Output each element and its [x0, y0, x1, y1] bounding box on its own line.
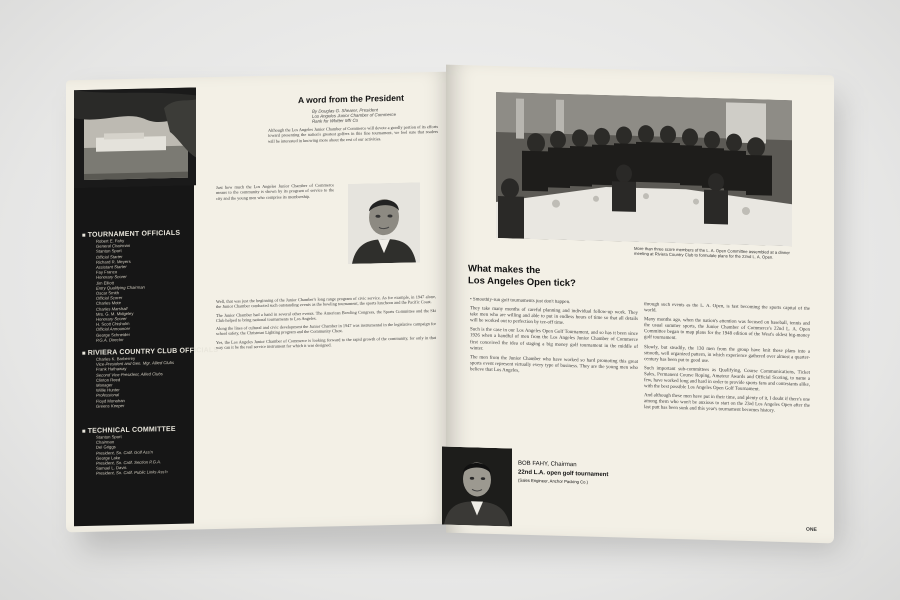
tournament-officials-section	[82, 230, 180, 343]
president-portrait	[348, 182, 420, 264]
officials-list	[82, 354, 218, 409]
section-title: ■ TECHNICAL COMMITTEE	[82, 426, 176, 435]
official-entry: Chairman	[96, 439, 115, 445]
article-paragraph: Just how much the Los Angeles Junior Chamber of Commerce means to the community is shown by its program of service to the city and the young men who comprise its membership.	[216, 182, 334, 201]
article-paragraph: Many months ago, when the nation's attention was focused on baseball, tennis and the usual summer sports, the Junior Chamber of Commerce's 22nd L. A. Open Committee began to map plans for the 1948 edition of the West's oldest big-money golf tournament.	[644, 317, 810, 342]
official-entry: Mrs. G. M. Midgeley	[96, 310, 134, 317]
byline-line: Rank for Whitter Mfr Co	[312, 118, 359, 125]
official-entry: Willie Hunter	[96, 387, 120, 393]
official-entry: President, So. Calif. Public Links Ass'n	[96, 469, 168, 477]
article-paragraph: The men from the Junior Chamber who have worked so hard promoting this great sports event represent virtually every type of business. They are the young men who believe that Los Angeles,	[470, 355, 638, 374]
bob-title: 22nd L.A. open golf tournament	[518, 469, 609, 479]
official-entry: Richard R. Meyers	[96, 258, 131, 265]
clubhouse-photo	[74, 87, 196, 188]
official-entry: Professional	[96, 392, 120, 399]
technical-committee-section	[82, 426, 176, 477]
president-article-top	[268, 124, 438, 180]
official-entry: President, So. Calif. Golf Ass'n	[96, 449, 153, 456]
article-column-2	[644, 302, 810, 531]
article-paragraph: Slowly, but steadily, the 130 men from the group have knit these plans into a smooth, well organized pattern, in which experience gathered over almost a quarter-century has been put to good use.	[644, 344, 810, 364]
official-entry: Jim Elliott	[96, 279, 114, 286]
official-entry: Charles Mote	[96, 300, 121, 307]
bob-fahy-caption	[518, 461, 638, 486]
right-page	[446, 65, 834, 544]
article-paragraph: Along the lines of cultural and civic development the Junior Chamber in 1947 was instrumental in the legislative campaign for school safety, the Christmas Lighting program and the Community Chest.	[216, 321, 436, 337]
official-entry: Assistant Starter	[96, 264, 127, 270]
president-article-side	[216, 182, 334, 295]
official-entry: President, So. Calif. Section P.G.A.	[96, 459, 162, 466]
official-entry: Floyd Monahan	[96, 397, 125, 404]
section-title: ■ TOURNAMENT OFFICIALS	[82, 230, 180, 239]
official-entry: Oscar Smith	[96, 290, 120, 296]
article-heading	[468, 263, 576, 290]
official-entry: Samuel L. Davis	[96, 465, 127, 471]
bob-name: BOB FAHY, Chairman	[518, 460, 577, 469]
official-entry: Stanton Sport	[96, 248, 122, 255]
official-entry: Charles Marshall	[96, 305, 128, 312]
byline-line: By Douglas G. Shearer, President	[312, 107, 378, 114]
article-paragraph: Well, that was just the beginning of the Junior Chamber's long range program of civic service. As for example, in 1947 alone, the Junior Chamber conducted such outstanding events as the bowling tournament, the sports luncheon and the Pacific Coast.	[216, 293, 436, 310]
official-entry: Official Announcer	[96, 326, 131, 333]
official-entry: Clinton Reed	[96, 376, 121, 383]
official-entry: Stanton Sport	[96, 434, 122, 440]
official-entry: George Schneider	[96, 331, 130, 338]
official-entry: Del Griggs	[96, 444, 116, 451]
official-entry: Official Starter	[96, 253, 123, 260]
committee-dinner-photo	[496, 92, 792, 246]
article-column-1	[470, 297, 638, 462]
article-paragraph: Such is the case in our Los Angeles Open Golf Tournament, and so has it been since 1926 when a handful of men from the Los Angeles Junior Chamber of Commerce first conceived the idea of staging a big money golf tournament in the middle of winter.	[470, 327, 638, 352]
president-byline	[312, 107, 396, 125]
official-entry: Second Vice-President, Allied Clubs	[96, 370, 163, 378]
article-paragraph: • Smoothly-run golf tournaments just don't happen.	[470, 297, 571, 306]
official-entry: Robert E. Fahy	[96, 238, 125, 244]
riviera-officials-section	[82, 347, 218, 409]
officials-list	[82, 433, 176, 477]
official-entry: Manager	[96, 382, 113, 388]
page-number: ONE	[806, 526, 817, 533]
official-entry: P.G.A. Director	[96, 336, 124, 343]
official-entry: Official Scorer	[96, 295, 123, 301]
official-entry: Entry Qualifying Chairman	[96, 284, 145, 291]
dinner-photo-caption: More than three score members of the L. A. Open Committee assembled at a dinner meeting at Riviera Country Club to formulate plans for the 22nd L. A. Open.	[634, 245, 790, 260]
article-paragraph: They take many months of careful planning and individual follow-up work. They take men who are willing and able to put in endless hours of time so that all details will be worked out to perfection by tee-off time.	[470, 306, 638, 327]
official-entry: Vice-President and Gen. Mgr. Allied Clubs	[96, 360, 175, 367]
bob-fahy-portrait	[442, 446, 512, 526]
official-entry: Charles K. Barberrey	[96, 355, 136, 362]
president-article-bottom	[216, 294, 436, 509]
heading-line: Los Angeles Open tick?	[468, 275, 576, 290]
bob-company: (Sales Engineer, Anchor Packing Co.)	[518, 477, 589, 485]
byline-line: Los Angeles Junior Chamber of Commerce	[312, 112, 397, 120]
official-entry: George Lake	[96, 454, 121, 461]
article-paragraph: Although the Los Angeles Junior Chamber of Commerce will devote a goodly portion of its efforts toward presenting the nation's greatest golfers in this fine tournament, we feel sure that readers will be interested in knowing more about the rest of our activities.	[268, 123, 438, 144]
official-entry: Frank Hathaway	[96, 366, 127, 373]
section-title: ■ RIVIERA COUNTRY CLUB OFFICIALS	[82, 347, 218, 357]
official-entry: General Chairman	[96, 243, 131, 249]
article-paragraph: The Junior Chamber had a hand in several other events. The American Bowling Congress, the Sports Committee and the Ski Club helped to bring national tournaments to Los Angeles.	[216, 307, 436, 323]
officials-list	[82, 237, 180, 343]
heading-line: What makes the	[468, 263, 541, 277]
official-entry: Fay Franco	[96, 269, 118, 275]
left-page	[66, 72, 452, 533]
president-heading: A word from the President	[298, 92, 404, 106]
article-paragraph: through such events as the L. A. Open, is fast becoming the sports capital of the world.	[644, 302, 810, 314]
article-paragraph: And although these men have put in their time, and plenty of it, I doubt if there's one among them who won't be anxious to start on the 23rd Los Angeles Open after the last putt has been sunk and this year's tournament becomes history.	[644, 393, 810, 415]
article-paragraph: Such important sub-committees as Qualifying, Course Communications, Ticket Sales, Permanent Course Roping, Amateur Awards and Official Scoring, to name a few, have worked long and hard in order to provide sports fans and contestants alike, with the best possible Los Angeles Open Golf Tournament.	[644, 365, 810, 393]
official-entry: Honorary Scorer	[96, 316, 127, 322]
official-entry: Honorary Scorer	[96, 274, 127, 281]
official-entry: H. Scott Chisholm	[96, 321, 130, 327]
official-entry: Greens Keeper	[96, 402, 125, 409]
article-paragraph: Yes, the Los Angeles Junior Chamber of Commerce is looking forward to the rapid growth of the community, for only in that way can it be the real service instrument for which it was designed.	[216, 334, 436, 351]
